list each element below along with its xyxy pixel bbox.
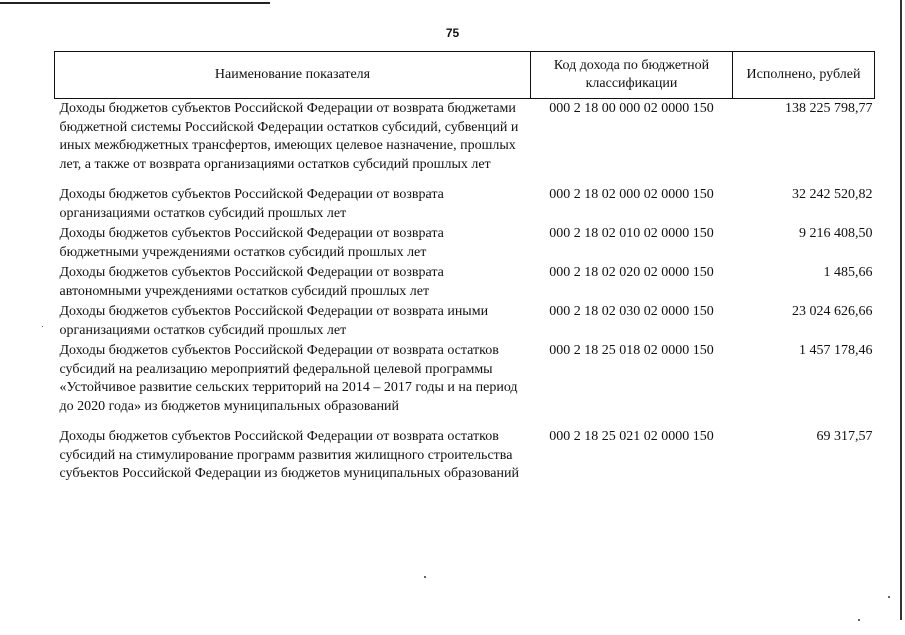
row-name: Доходы бюджетов субъектов Российской Федерации от возврата остатков субсидий на стимулирование программ развития жилищного строительства субъектов Российской Федерации из бюджетов муниципальных образований — [59, 429, 519, 481]
scan-speck — [424, 576, 426, 578]
row-amount: 138 225 798,77 — [785, 101, 873, 116]
table-row — [55, 99, 875, 187]
header-code: Код дохода по бюджетной классификации — [531, 52, 733, 99]
row-name: Доходы бюджетов субъектов Российской Федерации от возврата бюджетами бюджетной системы Российской Федерации остатков субсидий, субвенций и иных межбюджетных трансфертов, имеющих целевое назначение, прошлых лет, а также от возврата организациями остатков субсидий прошлых лет — [59, 101, 519, 172]
row-name: Доходы бюджетов субъектов Российской Федерации от возврата остатков субсидий на реализацию мероприятий федеральной целевой программы «Устойчивое развитие сельских территорий на 2014 – 2017 годы и на период до 2020 года» из бюджетов муниципальных образований — [59, 343, 518, 414]
table-row — [55, 186, 875, 225]
table-body — [55, 99, 875, 486]
row-amount: 9 216 408,50 — [799, 226, 873, 241]
table-row — [55, 428, 875, 486]
row-code: 000 2 18 02 020 02 0000 150 — [549, 265, 714, 280]
header-amount: Исполнено, рублей — [733, 52, 875, 99]
top-rule — [0, 2, 270, 4]
table-row — [55, 264, 875, 303]
row-amount: 23 024 626,66 — [792, 304, 873, 319]
table-header — [55, 52, 875, 99]
row-name: Доходы бюджетов субъектов Российской Федерации от возврата иными организациями остатков субсидий прошлых лет — [59, 304, 489, 338]
table-row — [55, 342, 875, 428]
row-name: Доходы бюджетов субъектов Российской Федерации от возврата автономными учреждениями остатков субсидий прошлых лет — [59, 265, 444, 299]
header-name: Наименование показателя — [55, 52, 531, 99]
row-code: 000 2 18 02 030 02 0000 150 — [549, 304, 714, 319]
row-code: 000 2 18 25 018 02 0000 150 — [549, 343, 714, 358]
row-name: Доходы бюджетов субъектов Российской Федерации от возврата организациями остатков субсидий прошлых лет — [59, 187, 444, 221]
row-amount: 1 457 178,46 — [799, 343, 873, 358]
row-amount: 32 242 520,82 — [792, 187, 873, 202]
scan-speck — [858, 619, 860, 621]
right-page-edge — [900, 0, 902, 620]
row-code: 000 2 18 00 000 02 0000 150 — [549, 101, 714, 116]
row-name: Доходы бюджетов субъектов Российской Федерации от возврата бюджетными учреждениями остатков субсидий прошлых лет — [59, 226, 444, 260]
page-number: 75 — [445, 26, 460, 40]
scan-speck — [42, 326, 43, 327]
row-amount: 1 485,66 — [823, 265, 873, 280]
row-code: 000 2 18 25 021 02 0000 150 — [549, 429, 714, 444]
revenue-table — [54, 51, 875, 486]
table-row — [55, 303, 875, 342]
row-code: 000 2 18 02 000 02 0000 150 — [549, 187, 714, 202]
row-amount: 69 317,57 — [816, 429, 873, 444]
row-code: 000 2 18 02 010 02 0000 150 — [549, 226, 714, 241]
scan-speck — [888, 596, 890, 598]
table-row — [55, 225, 875, 264]
